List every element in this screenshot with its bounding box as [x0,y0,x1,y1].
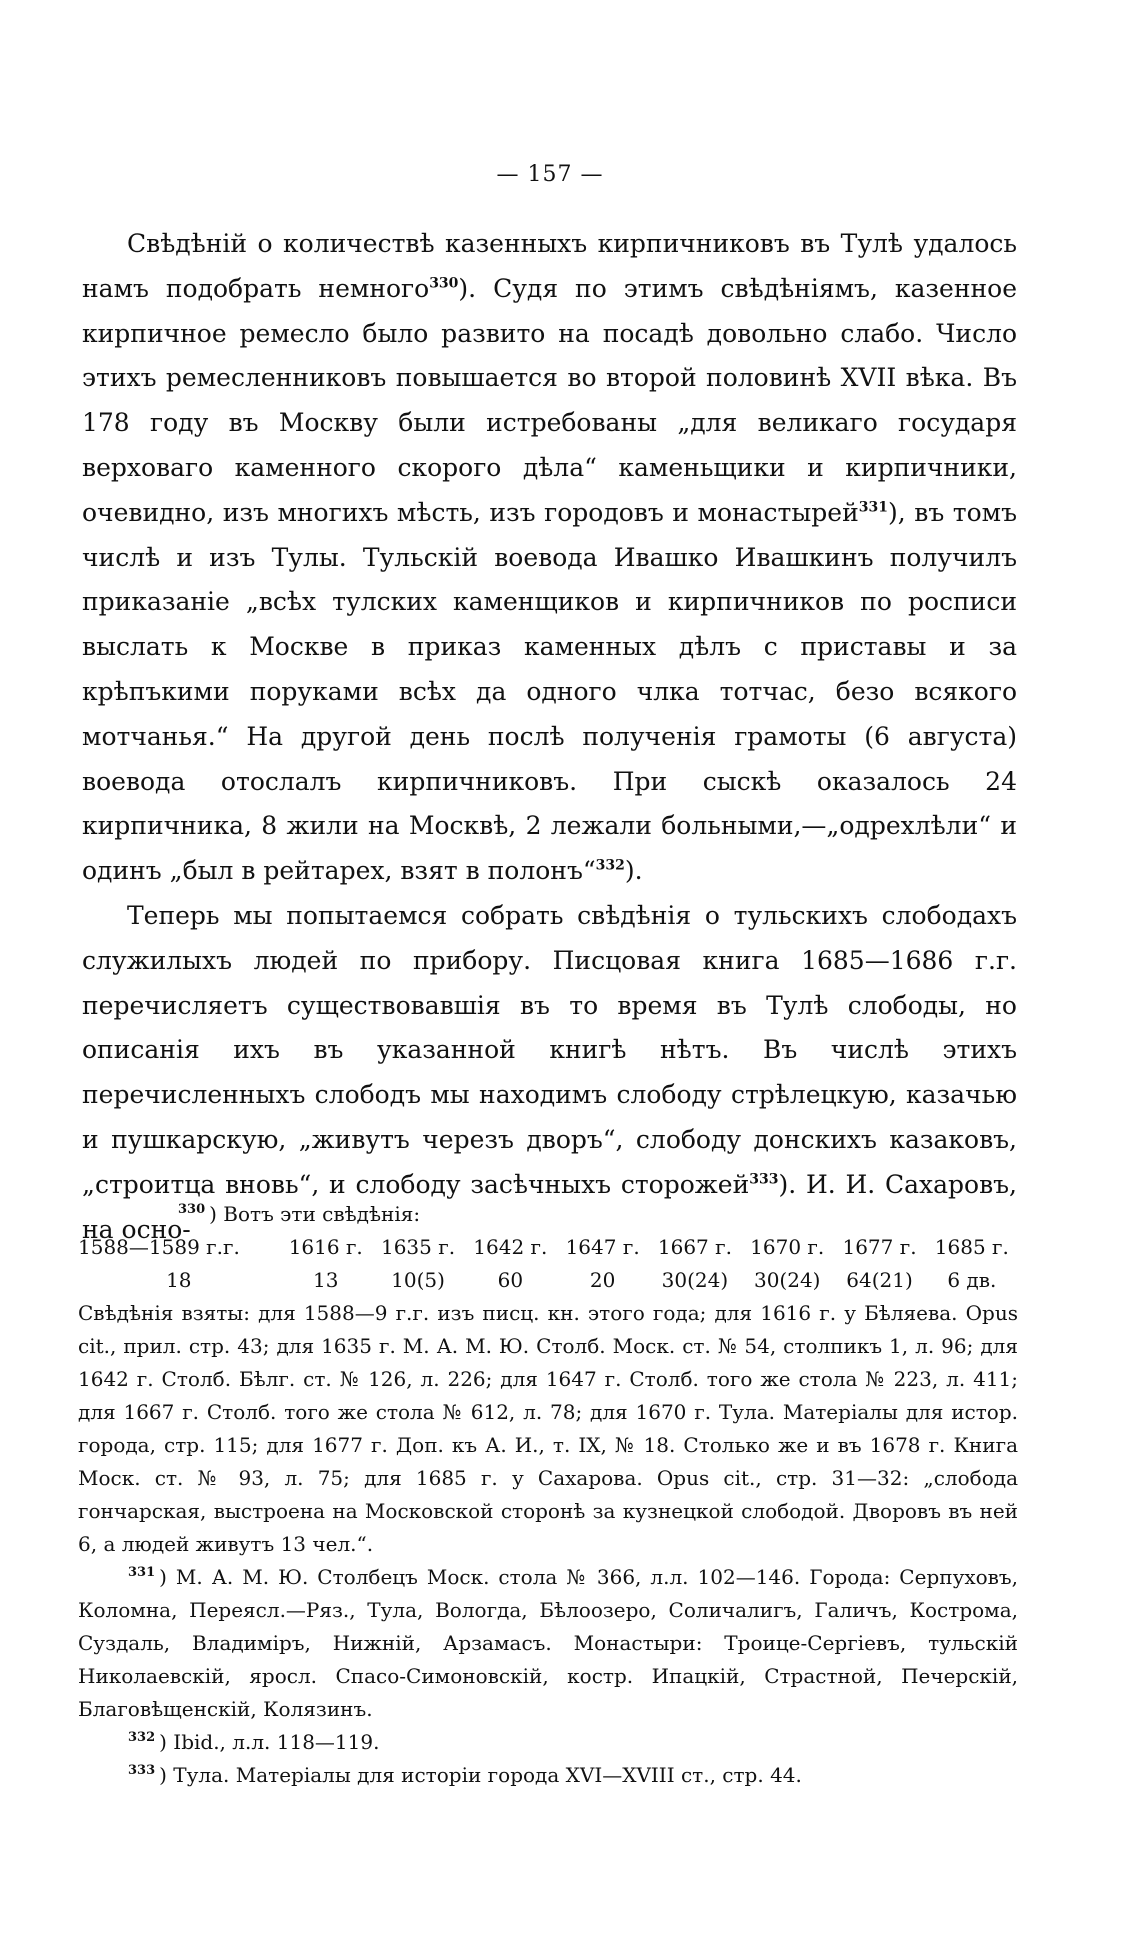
footnote-ref-331: 331 [858,499,888,516]
footnote-ref-330: 330 [429,275,459,292]
footnote-330-title [78,1198,1018,1231]
footnote-330-text: Свѣдѣнія взяты: для 1588—9 г.г. изъ писц. кн. этого года; для 1616 г. у Бѣляева. Opus cit., прил. стр. 43; для 1635 г. М. А. М. Ю. Столб. Моск. ст. № 54, столпикъ 1, л. 96; для 1642 г. Столб. Бѣлг. ст. № 126, л. 226; для 1647 г. Столб. того же стола № 223, л. 411; для 1667 г. Столб. того же стола № 612, л. 78; для 1670 г. Тула. Матеріалы для истор. города, стр. 115; для 1677 г. Доп. къ А. И., т. IX, № 18. Столько же и въ 1678 г. Книга Моск. ст. № 93, л. 75; для 1685 г. у Сахарова. Opus cit., стр. 31—32: „слобода гончарская, выстроена на Московской сторонѣ за кузнецкой слободой. Дворовъ въ ней 6, а людей живутъ 13 чел.“. [78,1301,1018,1556]
year-cell: 1635 г. [380,1235,456,1259]
year-cell: 1677 г. [842,1235,917,1259]
footnote-330-table [78,1231,1018,1297]
paragraph-1 [82,222,1017,894]
count-cell: 64(21) [846,1268,913,1292]
year-cell: 1642 г. [473,1235,548,1259]
page-number: — 157 — [496,162,604,187]
year-cell: 1685 г. [934,1235,1009,1259]
footnote-table-years-row [78,1231,1018,1264]
year-cell: 1647 г. [565,1235,640,1259]
paragraph-1-part-c: ), въ томъ числѣ и изъ Тулы. Тульскій воевода Ивашко Ивашкинъ получилъ приказаніе „всѣх тулских каменщиков и кирпичников по росписи выслать к Москве в приказ каменных дѣлъ с приставы и за крѣпъкими поруками всѣх да одного члка тотчас, безо всякого мотчанья.“ На другой день послѣ полученія грамоты (6 августа) воевода отослалъ кирпичниковъ. При сыскѣ оказалось 24 кирпичника, 8 жили на Москвѣ, 2 лежали больными,—„одрехлѣли“ и одинъ „был в рейтарех, взят в полонъ“ [82,497,1017,886]
paragraph-1-part-a: Свѣдѣній о количествѣ казенныхъ кирпичниковъ въ Тулѣ удалось намъ подобрать немного [82,229,1017,303]
count-cell: 18 [166,1268,192,1292]
footnote-332 [78,1726,1018,1759]
footnote-332-text: ) Ibid., л.л. 118—119. [159,1730,380,1754]
footnote-ref-332: 332 [595,857,625,874]
paragraph-2-part-b: ). И. И. Сахаровъ, на осно- [82,1169,1017,1244]
paragraph-1-part-b: ). Судя по этимъ свѣдѣніямъ, казенное кирпичное ремесло было развито на посадѣ довольно слабо. Число этихъ ремесленниковъ повышается во второй половинѣ XVII вѣка. Въ 178 году въ Москву были истребованы „для великаго государя верховаго каменного скорого дѣла“ каменьщики и кирпичники, очевидно, изъ многихъ мѣсть, изъ городовъ и монастырей [82,273,1017,527]
count-cell: 6 дв. [947,1268,997,1292]
year-cell: 1670 г. [750,1235,825,1259]
footnote-332-mark: 332 [128,1730,156,1746]
footnote-331 [78,1561,1018,1726]
footnote-331-text: ) М. А. М. Ю. Столбецъ Моск. стола № 366, л.л. 102—146. Города: Серпуховъ, Коломна, Переясл.—Ряз., Тула, Вологда, Бѣлоозеро, Соличалигъ, Галичъ, Кострома, Суздаль, Владиміръ, Нижній, Арзамасъ. Монастыри: Троице-Сергіевъ, тульскій Николаевскій, яросл. Спасо-Симоновскій, костр. Ипацкій, Страстной, Печерскій, Благовѣщенскій, Колязинъ. [78,1565,1018,1721]
count-cell: 13 [313,1268,339,1292]
footnotes [78,1198,1018,1792]
count-cell: 30(24) [661,1268,729,1292]
footnote-ref-333: 333 [749,1171,779,1188]
count-cell: 20 [589,1268,616,1292]
count-cell: 60 [497,1268,524,1292]
footnote-333-text: ) Тула. Матеріалы для исторіи города XVI—XVIII ст., стр. 44. [159,1763,802,1787]
footnote-331-mark: 331 [128,1565,156,1581]
footnote-330-mark: 330 [178,1202,206,1218]
body-text [82,222,1017,1252]
footnote-333-mark: 333 [128,1763,156,1779]
count-cell: 30(24) [753,1268,821,1292]
footnote-333 [78,1759,1018,1792]
paragraph-1-part-d: ). [624,856,643,886]
year-cell: 1667 г. [657,1235,732,1259]
footnote-330-title-text: ) Вотъ эти свѣдѣнія: [209,1202,421,1226]
footnote-table-counts-row [78,1264,1018,1297]
year-cell: 1616 г. [288,1235,363,1259]
count-cell: 10(5) [391,1268,445,1292]
year-cell: 1588—1589 г.г. [78,1235,240,1259]
paragraph-2-part-a: Теперь мы попытаемся собрать свѣдѣнія о тульскихъ слободахъ служилыхъ людей по прибору. Писцовая книга 1685—1686 г.г. перечисляетъ существовавшія въ то время въ Тулѣ слободы, но описанія ихъ въ указанной книгѣ нѣтъ. Въ числѣ этихъ перечисленныхъ слободъ мы находимъ слободу стрѣлецкую, казачью и пушкарскую, „живутъ черезъ дворъ“, слободу донскихъ казаковъ, „строитца вновь“, и слободу засѣчныхъ сторожей [82,900,1017,1199]
